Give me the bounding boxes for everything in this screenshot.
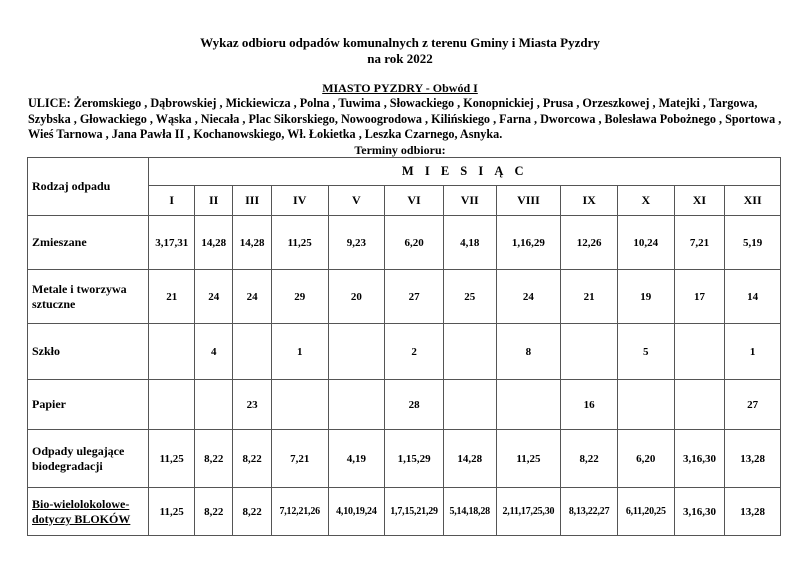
month-header: VII	[443, 186, 496, 216]
month-header: X	[617, 186, 674, 216]
pickup-dates-cell: 20	[328, 270, 385, 324]
month-header: IX	[561, 186, 618, 216]
waste-type-label: Bio-wielolokolowe-dotyczy BLOKÓW	[28, 488, 149, 536]
pickup-dates-cell: 11,25	[149, 430, 195, 488]
pickup-dates-cell: 9,23	[328, 216, 385, 270]
pickup-dates-cell: 14,28	[443, 430, 496, 488]
document-year: na rok 2022	[367, 51, 433, 66]
table-row	[28, 488, 781, 536]
schedule-table	[27, 157, 781, 536]
pickup-dates-cell: 1,7,15,21,29	[385, 488, 444, 536]
pickup-dates-cell: 11,25	[149, 488, 195, 536]
waste-type-label: Odpady ulegające biodegradacji	[28, 430, 149, 488]
pickup-dates-cell: 11,25	[496, 430, 561, 488]
table-row	[28, 430, 781, 488]
pickup-dates-cell: 6,20	[617, 430, 674, 488]
pickup-dates-cell	[674, 380, 725, 430]
pickup-dates-cell: 8,22	[194, 430, 232, 488]
pickup-dates-cell: 3,16,30	[674, 488, 725, 536]
pickup-dates-cell: 1,15,29	[385, 430, 444, 488]
table-row	[28, 380, 781, 430]
pickup-dates-cell	[443, 324, 496, 380]
pickup-dates-cell: 8,22	[233, 430, 271, 488]
table-row	[28, 216, 781, 270]
month-header: V	[328, 186, 385, 216]
month-header: VI	[385, 186, 444, 216]
waste-type-label: Papier	[28, 380, 149, 430]
month-header: II	[194, 186, 232, 216]
pickup-dates-cell: 24	[496, 270, 561, 324]
pickup-dates-cell: 7,21	[674, 216, 725, 270]
pickup-dates-cell: 10,24	[617, 216, 674, 270]
pickup-dates-cell: 24	[194, 270, 232, 324]
pickup-dates-cell: 27	[725, 380, 781, 430]
pickup-dates-cell: 27	[385, 270, 444, 324]
table-row	[28, 324, 781, 380]
pickup-dates-cell: 7,21	[271, 430, 328, 488]
pickup-dates-cell	[194, 380, 232, 430]
pickup-dates-cell: 21	[561, 270, 618, 324]
pickup-dates-cell: 3,17,31	[149, 216, 195, 270]
pickup-dates-cell: 5,19	[725, 216, 781, 270]
pickup-dates-cell: 1	[271, 324, 328, 380]
pickup-dates-cell: 19	[617, 270, 674, 324]
month-header: I	[149, 186, 195, 216]
pickup-dates-cell: 8,22	[561, 430, 618, 488]
pickup-dates-cell: 21	[149, 270, 195, 324]
pickup-dates-cell: 6,11,20,25	[617, 488, 674, 536]
pickup-dates-cell: 14,28	[233, 216, 271, 270]
pickup-dates-cell: 8,22	[233, 488, 271, 536]
month-header: XII	[725, 186, 781, 216]
pickup-dates-cell: 4,18	[443, 216, 496, 270]
waste-type-label: Metale i tworzywa sztuczne	[28, 270, 149, 324]
pickup-dates-cell	[617, 380, 674, 430]
pickup-dates-cell: 17	[674, 270, 725, 324]
waste-type-label: Zmieszane	[28, 216, 149, 270]
district-subtitle: MIASTO PYZDRY - Obwód I	[322, 81, 478, 95]
header-month: M I E S I Ą C	[149, 158, 781, 186]
month-header: XI	[674, 186, 725, 216]
pickup-dates-cell: 12,26	[561, 216, 618, 270]
pickup-dates-cell: 29	[271, 270, 328, 324]
month-header: III	[233, 186, 271, 216]
pickup-dates-cell: 8,13,22,27	[561, 488, 618, 536]
pickup-dates-cell: 4,19	[328, 430, 385, 488]
pickup-dates-cell: 4,10,19,24	[328, 488, 385, 536]
pickup-dates-cell	[271, 380, 328, 430]
document-title: Wykaz odbioru odpadów komunalnych z terenu Gminy i Miasta Pyzdry	[200, 35, 600, 50]
pickup-dates-cell: 2	[385, 324, 444, 380]
pickup-dates-cell: 13,28	[725, 488, 781, 536]
pickup-dates-cell	[149, 380, 195, 430]
pickup-dates-cell	[674, 324, 725, 380]
pickup-dates-cell: 1,16,29	[496, 216, 561, 270]
pickup-dates-cell: 11,25	[271, 216, 328, 270]
pickup-dates-cell: 5	[617, 324, 674, 380]
terms-label: Terminy odbioru:	[354, 143, 446, 157]
pickup-dates-cell: 24	[233, 270, 271, 324]
pickup-dates-cell: 8	[496, 324, 561, 380]
pickup-dates-cell: 28	[385, 380, 444, 430]
pickup-dates-cell	[149, 324, 195, 380]
pickup-dates-cell: 16	[561, 380, 618, 430]
pickup-dates-cell: 2,11,17,25,30	[496, 488, 561, 536]
pickup-dates-cell: 5,14,18,28	[443, 488, 496, 536]
pickup-dates-cell: 14	[725, 270, 781, 324]
pickup-dates-cell: 6,20	[385, 216, 444, 270]
pickup-dates-cell: 8,22	[194, 488, 232, 536]
pickup-dates-cell	[443, 380, 496, 430]
pickup-dates-cell: 14,28	[194, 216, 232, 270]
pickup-dates-cell	[328, 380, 385, 430]
pickup-dates-cell: 13,28	[725, 430, 781, 488]
pickup-dates-cell: 1	[725, 324, 781, 380]
pickup-dates-cell: 7,12,21,26	[271, 488, 328, 536]
month-header: VIII	[496, 186, 561, 216]
pickup-dates-cell	[561, 324, 618, 380]
header-waste-type: Rodzaj odpadu	[28, 158, 149, 216]
pickup-dates-cell: 23	[233, 380, 271, 430]
pickup-dates-cell: 4	[194, 324, 232, 380]
table-row	[28, 270, 781, 324]
pickup-dates-cell: 25	[443, 270, 496, 324]
waste-type-label: Szkło	[28, 324, 149, 380]
pickup-dates-cell	[328, 324, 385, 380]
streets-list: ULICE: Żeromskiego , Dąbrowskiej , Mickiewicza , Polna , Tuwima , Słowackiego , Konopnickiej , Prusa , Orzeszkowej , Matejki , Targowa, Szybska , Głowackiego , Wąska , Niecała , Plac Sikorskiego, Nowoogrodowa , Kilińskiego , Farna , Dworcowa , Bolesława Pobożnego , Sportowa , Wieś Tarnowa , Jana Pawła II , Kochanowskiego, Wł. Łokietka , Leszka Czarnego, Asnyka.	[28, 96, 782, 142]
pickup-dates-cell: 3,16,30	[674, 430, 725, 488]
pickup-dates-cell	[233, 324, 271, 380]
month-header: IV	[271, 186, 328, 216]
pickup-dates-cell	[496, 380, 561, 430]
